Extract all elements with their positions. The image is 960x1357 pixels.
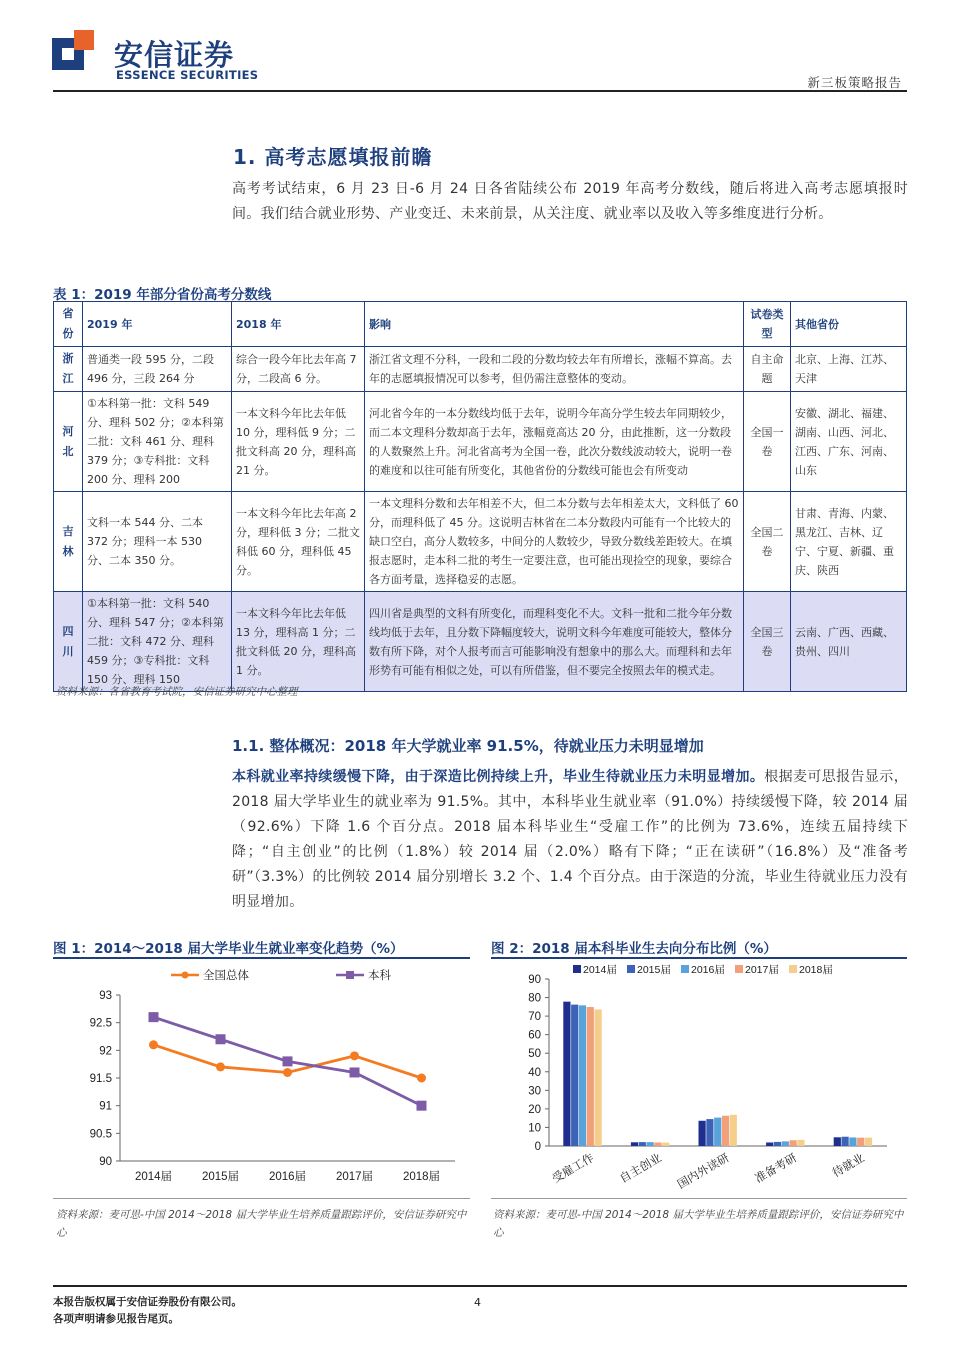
figure2-bottom-rule [491, 1198, 907, 1199]
cell-2019: 文科一本 544 分、二本 372 分；理科一本 530 分、二本 350 分。 [83, 492, 232, 592]
brand-name-cn: 安信证券 [114, 38, 235, 72]
bar [774, 1142, 781, 1146]
legend-swatch [789, 965, 797, 973]
footer-copyright: 本报告版权属于安信证券股份有限公司。 [53, 1296, 242, 1308]
cell-other-provinces: 北京、上海、江苏、天津 [791, 347, 907, 392]
bar [714, 1118, 721, 1146]
y-tick-label: 40 [528, 1066, 541, 1079]
y-tick-label: 50 [528, 1048, 541, 1061]
cell-other-provinces: 甘肃、青海、内蒙、黑龙江、吉林、辽宁、宁夏、新疆、重庆、陕西 [791, 492, 907, 592]
table-row [54, 492, 907, 592]
table-row [54, 392, 907, 492]
cell-exam-type: 全国三卷 [744, 592, 791, 692]
data-point [283, 1068, 292, 1077]
figure2-title: 图 2：2018 届本科毕业生去向分布比例（%） [491, 941, 777, 957]
bar [595, 1009, 602, 1146]
y-tick-label: 10 [528, 1122, 541, 1135]
data-point [417, 1101, 427, 1111]
bar [849, 1137, 856, 1146]
figure1-bottom-rule [53, 1198, 470, 1199]
subsection-title: 1.1. 整体概况：2018 年大学就业率 91.5%，待就业压力未明显增加 [232, 737, 704, 755]
figure2-source: 资料来源：麦可思-中国 2014～2018 届大学毕业生培养质量跟踪评价，安信证券研究中心 [493, 1209, 904, 1239]
legend-swatch [627, 965, 635, 973]
bar [647, 1142, 654, 1146]
legend-label: 本科 [368, 970, 391, 982]
bar [865, 1138, 872, 1146]
cell-other-provinces: 安徽、湖北、福建、湖南、山西、河北、江西、广东、河南、山东 [791, 392, 907, 492]
bar [857, 1138, 864, 1146]
y-tick-label: 92 [99, 1045, 112, 1058]
legend-label: 2017届 [745, 964, 779, 976]
header-exam-type: 试卷类型 [744, 302, 791, 347]
cell-exam-type: 自主命题 [744, 347, 791, 392]
cell-impact: 浙江省文理不分科，一段和二段的分数均较去年有所增长，涨幅不算高。去年的志愿填报情况可以参考，但仍需注意整体的变动。 [365, 347, 744, 392]
bar [654, 1142, 661, 1146]
data-point [216, 1062, 225, 1071]
cell-2018: 一本文科今年比去年低 13 分，理科高 1 分；二批文科低 20 分，理科高 1 分。 [232, 592, 365, 692]
cell-province: 浙江 [54, 347, 83, 392]
bar [706, 1119, 713, 1146]
bar [790, 1140, 797, 1146]
header-province: 省份 [54, 302, 83, 347]
bar [730, 1115, 737, 1146]
legend-label: 2015届 [637, 964, 671, 976]
cell-exam-type: 全国一卷 [744, 392, 791, 492]
logo-mark [52, 30, 100, 78]
bar [782, 1141, 789, 1146]
cell-2018: 一本文科今年比去年高 2 分，理科低 3 分；二批文科低 60 分，理科低 45 分。 [232, 492, 365, 592]
legend-swatch [681, 965, 689, 973]
cell-2019: 普通类一段 595 分，二段 496 分，三段 264 分 [83, 347, 232, 392]
data-point [216, 1034, 226, 1044]
score-table [53, 301, 907, 692]
cell-exam-type: 全国二卷 [744, 492, 791, 592]
x-tick-label: 2015届 [201, 1171, 240, 1183]
bar [699, 1121, 706, 1146]
section-title: 1. 高考志愿填报前瞻 [233, 145, 433, 169]
bar [579, 1005, 586, 1146]
graduate-destination-bar-chart [491, 959, 907, 1195]
header-impact: 影响 [365, 302, 744, 347]
table-source: 资料来源：各省教育考试院，安信证券研究中心整理 [56, 686, 298, 698]
employment-rate-line-chart [53, 959, 470, 1195]
brand-name-en: ESSENCE SECURITIES [116, 68, 259, 82]
x-tick-label: 2016届 [268, 1171, 307, 1183]
subsection-body [232, 765, 908, 915]
data-point [417, 1074, 426, 1083]
cell-other-provinces: 云南、广西、西藏、贵州、四川 [791, 592, 907, 692]
x-tick-label: 准备考研 [753, 1152, 800, 1186]
y-tick-label: 0 [534, 1141, 541, 1153]
header-2019: 2019 年 [83, 302, 232, 347]
cell-province: 吉林 [54, 492, 83, 592]
bar [834, 1137, 841, 1146]
y-tick-label: 90 [99, 1156, 112, 1168]
data-point [149, 1012, 159, 1022]
page-number: 4 [474, 1296, 481, 1309]
y-tick-label: 30 [528, 1085, 541, 1098]
x-tick-label: 2014届 [134, 1171, 173, 1183]
section-intro: 高考考试结束，6 月 23 日-6 月 24 日各省陆续公布 2019 年高考分数线，随后将进入高考志愿填报时间。我们结合就业形势、产业变迁、未来前景，从关注度、就业率以及收入等多维度进行分析。 [232, 181, 908, 222]
cell-2018: 综合一段今年比去年高 7 分，二段高 6 分。 [232, 347, 365, 392]
bar [722, 1116, 729, 1146]
y-tick-label: 91 [99, 1100, 112, 1113]
legend-label: 2016届 [691, 964, 725, 976]
legend-swatch [573, 965, 581, 973]
x-tick-label: 受雇工作 [550, 1152, 597, 1186]
bar [639, 1142, 646, 1146]
x-tick-label: 2018届 [402, 1171, 441, 1183]
y-tick-label: 90 [528, 974, 541, 986]
bar [563, 1002, 570, 1146]
table-title: 表 1：2019 年部分省份高考分数线 [53, 287, 272, 303]
subsection-lead: 本科就业率持续缓慢下降，由于深造比例持续上升，毕业生待就业压力未明显增加。 [232, 769, 765, 785]
table-row [54, 347, 907, 392]
data-point [149, 1040, 158, 1049]
header-rule [53, 90, 907, 92]
header-other-provinces: 其他省份 [791, 302, 907, 347]
report-type: 新三板策略报告 [807, 75, 902, 90]
y-tick-label: 93 [99, 990, 112, 1002]
cell-impact: 一本文理科分数和去年相差不大，但二本分数与去年相差太大，文科低了 60 分，而理科低了 45 分。这说明吉林省在二本分数段内可能有一个比较大的缺口空白，高分人数较多，中间分的人数较少，导致分数线差距较大。在填报志愿时，走本科二批的考生一定要注意，也可能出现捡空的现象，要综合各方面考量，选择稳妥的志愿。 [365, 492, 744, 592]
bar [842, 1137, 849, 1146]
y-tick-label: 60 [528, 1029, 541, 1042]
figure1-title: 图 1：2014～2018 届大学毕业生就业率变化趋势（%） [53, 941, 404, 957]
data-point [350, 1051, 359, 1060]
footer-rule [53, 1285, 907, 1287]
cell-impact: 河北省今年的一本分数线均低于去年，说明今年高分学生较去年同期较少，而二本文理科分数却高于去年，涨幅竟高达 20 分，由此推断，这一分数段的人数聚然上升。河北省高考为全国一卷，此次分数线波动较大，说明一卷的难度和以往可能有所变化，其他省份的分数线可能也会有所变动 [365, 392, 744, 492]
cell-2018: 一本文科今年比去年低 10 分，理科低 9 分；二批文科高 20 分，理科高 21 分。 [232, 392, 365, 492]
legend-marker [182, 972, 189, 979]
bar [571, 1005, 578, 1146]
legend-label: 2018届 [799, 964, 833, 976]
x-tick-label: 自主创业 [618, 1152, 664, 1186]
data-point [350, 1067, 360, 1077]
cell-province: 河北 [54, 392, 83, 492]
y-tick-label: 92.5 [89, 1017, 112, 1030]
bar [797, 1140, 804, 1146]
x-tick-label: 待就业 [830, 1152, 867, 1180]
x-tick-label: 2017届 [335, 1171, 374, 1183]
y-tick-label: 80 [528, 992, 541, 1005]
header-2018: 2018 年 [232, 302, 365, 347]
legend-swatch [735, 965, 743, 973]
y-tick-label: 70 [528, 1011, 541, 1024]
bar [587, 1007, 594, 1146]
subsection-text: 根据麦可思报告显示，2018 届大学毕业生的就业率为 91.5%。其中，本科毕业生就业率（91.0%）持续缓慢下降，较 2014 届（92.6%）下降 1.6 个百分点。2018 届本科毕业生“受雇工作”的比例为 73.6%，连续五届持续下降；“自主创业”的比例（1.8%）较 2014 届（2.0%）略有下降；“正在读研”（16.8%）及“准备考研”（3.3%）的比例较 2014 届分别增长 3.2 个、1.4 个百分点。由于深造的分流，毕业生待就业压力没有明显增加。 [232, 769, 908, 910]
cell-impact: 四川省是典型的文科有所变化，而理科变化不大。文科一批和二批今年分数线均低于去年，且分数下降幅度较大，说明文科今年难度可能较大，整体分数有所下降，对个人报考而言可能影响没有想象中的那么大。而理科和去年形势有可能有相似之处，可以有所借鉴，但不要完全按照去年的模式走。 [365, 592, 744, 692]
bar [631, 1142, 638, 1146]
footer-disclaimer: 各项声明请参见报告尾页。 [53, 1313, 179, 1325]
legend-label: 2014届 [583, 964, 617, 976]
y-tick-label: 91.5 [89, 1073, 112, 1085]
y-tick-label: 90.5 [89, 1128, 112, 1141]
legend-marker [346, 971, 354, 979]
table-row [54, 592, 907, 692]
cell-2019: ①本科第一批：文科 549 分、理科 502 分；②本科第二批：文科 461 分、理科 379 分；③专科批：文科 200 分、理科 200 [83, 392, 232, 492]
bar [766, 1142, 773, 1146]
x-tick-label: 国内外读研 [675, 1152, 732, 1192]
y-tick-label: 20 [528, 1103, 541, 1116]
figure1-source: 资料来源：麦可思-中国 2014～2018 届大学毕业生培养质量跟踪评价，安信证券研究中心 [56, 1209, 467, 1239]
bar [662, 1143, 669, 1146]
table-header-row [54, 302, 907, 347]
cell-province: 四川 [54, 592, 83, 692]
cell-2019: ①本科第一批：文科 540 分、理科 547 分；②本科第二批：文科 472 分、理科 459 分；③专科批：文科 150 分、理科 150 [83, 592, 232, 692]
data-point [283, 1056, 293, 1066]
legend-label: 全国总体 [203, 970, 249, 982]
